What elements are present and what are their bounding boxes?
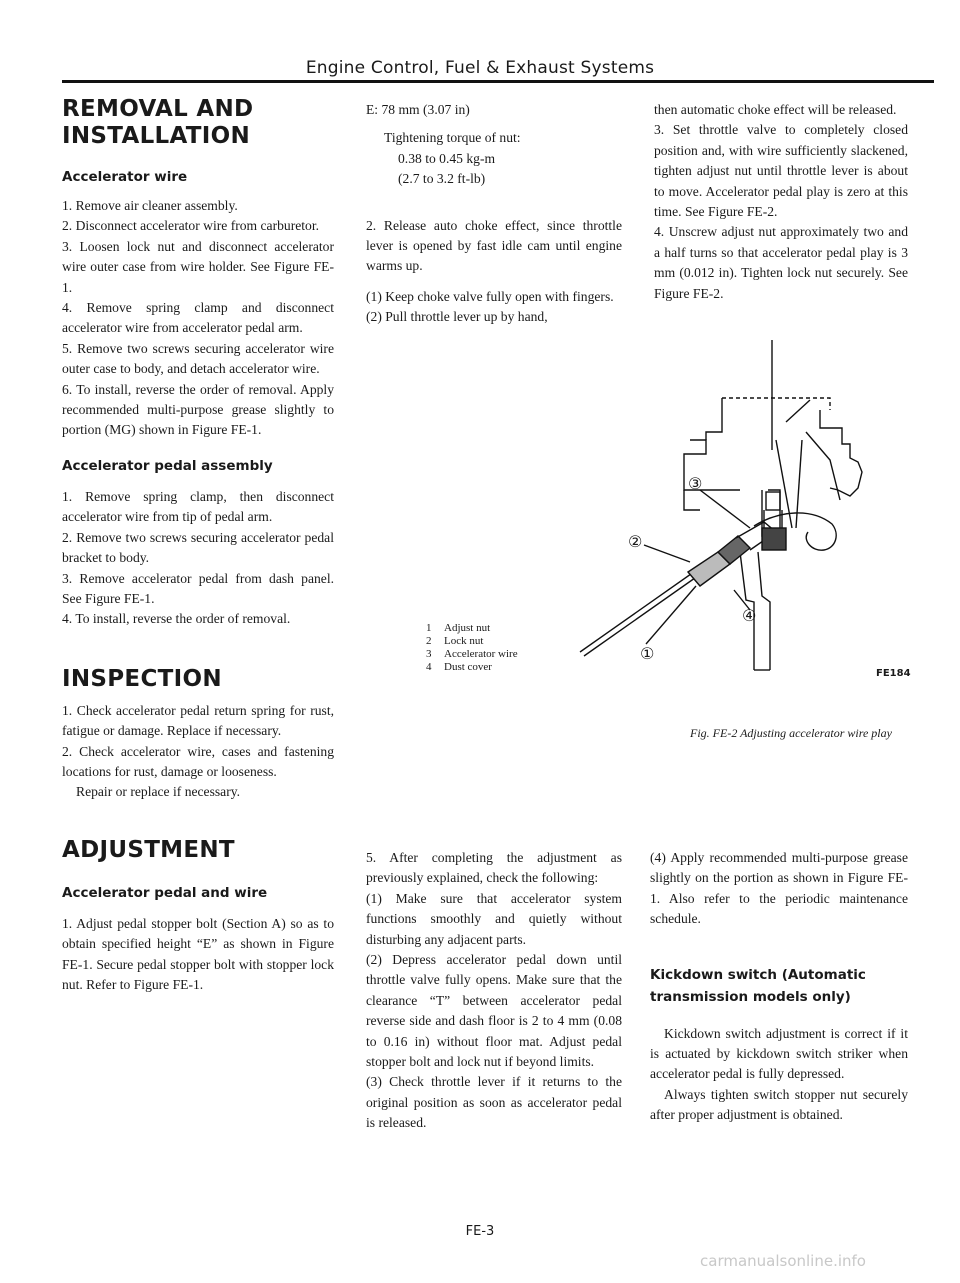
column-middle-top <box>366 100 622 328</box>
step: 2. Remove two screws securing accelerator pedal bracket to body. <box>62 529 334 566</box>
column-right-top <box>654 100 908 304</box>
legend-item: 2 Lock nut <box>426 635 484 647</box>
torque-value-2: (2.7 to 3.2 ft-lb) <box>398 171 486 187</box>
continued-text: then automatic choke effect will be released. <box>654 102 897 117</box>
adj-step-1 <box>62 914 334 996</box>
running-header: Engine Control, Fuel & Exhaust Systems <box>305 58 655 78</box>
kickdown-para-2: Always tighten switch stopper nut securely after proper adjustment is obtained. <box>650 1086 908 1123</box>
step-3: 3. Set throttle valve to completely closed position and, with wire sufficiently slackened, tighten adjust nut until throttle lever is about to move. Accelerator pedal play is zero at this time. See Figure FE-2. <box>654 122 908 220</box>
page-number: FE-3 <box>465 1224 495 1239</box>
torque-label: Tightening torque of nut: <box>384 130 521 146</box>
figure-caption: Fig. FE-2 Adjusting accelerator wire play <box>690 726 892 740</box>
pedal-steps <box>62 487 334 630</box>
spec-e: E: 78 mm (3.07 in) <box>366 102 470 117</box>
step: 4. Remove spring clamp and disconnect accelerator wire from accelerator pedal arm. <box>62 300 334 336</box>
step: 6. To install, reverse the order of removal. Apply recommended multi-purpose grease slightly to portion (MG) shown in Figure FE-1. <box>62 381 334 438</box>
accel-wire-heading: Accelerator wire <box>62 169 188 185</box>
check-4 <box>650 848 908 930</box>
step: 1. Remove air cleaner assembly. <box>62 198 238 213</box>
step: 1. Remove spring clamp, then disconnect accelerator wire from tip of pedal arm. <box>62 488 334 525</box>
kickdown-heading: Kickdown switch (Automatic transmission models only) <box>650 966 866 1005</box>
adj-sub-heading: Accelerator pedal and wire <box>62 884 268 901</box>
sub-step-1: (1) Keep choke valve fully open with fingers. <box>366 288 614 304</box>
step: 4. To install, reverse the order of removal. <box>62 611 291 627</box>
adjustment-heading: ADJUSTMENT <box>62 836 235 863</box>
step: 2. Disconnect accelerator wire from carburetor. <box>62 218 320 234</box>
step: 5. Remove two screws securing accelerator wire outer case to body, and detach accelerator wire. <box>62 340 334 377</box>
pedal-heading: Accelerator pedal assembly <box>62 457 273 474</box>
step: 1. Adjust pedal stopper bolt (Section A) so as to obtain specified height “E” as shown in Figure FE-1. Secure pedal stopper bolt with stopper lock nut. Refer to Figure FE-1. <box>62 915 334 992</box>
inspection-steps <box>62 701 334 803</box>
torque-value-1: 0.38 to 0.45 kg-m <box>398 150 496 166</box>
step: 3. Remove accelerator pedal from dash panel. See Figure FE-1. <box>62 570 334 606</box>
check-4-text: (4) Apply recommended multi-purpose grease slightly on the portion as shown in Figure FE-1. Also refer to the periodic maintenance schedule. <box>650 850 908 927</box>
figure-fe2 <box>540 340 920 700</box>
watermark: carmanualsonline.info <box>700 1252 866 1270</box>
sub-step-2: (2) Pull throttle lever up by hand, <box>366 309 548 325</box>
column-middle-bottom <box>366 848 622 1134</box>
step: 2. Check accelerator wire, cases and fastening locations for rust, damage or looseness. <box>62 743 334 779</box>
removal-heading: REMOVAL AND INSTALLATION <box>62 96 254 149</box>
kickdown-text <box>650 1024 908 1126</box>
accel-wire-steps <box>62 196 334 441</box>
callout-4: ④ <box>742 606 757 625</box>
callout-1: ① <box>640 644 655 663</box>
callout-3: ③ <box>688 474 703 493</box>
step-5: 5. After completing the adjustment as previously explained, check the following: <box>366 850 622 886</box>
check-1: (1) Make sure that accelerator system functions smoothly and quietly without disturbing any adjacent parts. <box>366 890 622 947</box>
column-left <box>62 96 334 995</box>
legend-item: 4 Dust cover <box>426 661 492 673</box>
legend-item: 1 Adjust nut <box>426 622 491 634</box>
step: 3. Loosen lock nut and disconnect accelerator wire outer case from wire holder. See Figure FE-1. <box>62 238 334 295</box>
column-right-bottom <box>650 848 908 1126</box>
step-4: 4. Unscrew adjust nut approximately two and a half turns so that accelerator pedal play is 3 mm (0.012 in). Tighten lock nut securely. See Figure FE-2. <box>654 224 908 301</box>
check-2: (2) Depress accelerator pedal down until throttle valve fully opens. Make sure that the clearance “T” between accelerator pedal reverse side and dash floor is 2 to 4 mm (0.08 to 0.16 in) without floor mat. Adjust pedal stopper bolt and lock nut if beyond limits. <box>366 952 622 1070</box>
step-2: 2. Release auto choke effect, since throttle lever is opened by fast idle cam until engine warms up. <box>366 217 622 274</box>
figure-code: FE184 <box>876 668 911 679</box>
check-3: (3) Check throttle lever if it returns to the original position as soon as accelerator pedal is released. <box>366 1074 622 1131</box>
legend-item: 3 Accelerator wire <box>426 648 518 660</box>
callout-2: ② <box>628 532 643 551</box>
inspection-note: Repair or replace if necessary. <box>76 784 241 800</box>
accelerator-wire-diagram <box>540 340 920 700</box>
inspection-heading: INSPECTION <box>62 665 222 692</box>
step: 1. Check accelerator pedal return spring for rust, fatigue or damage. Replace if necessary. <box>62 702 334 739</box>
figure-legend <box>426 622 518 674</box>
kickdown-para-1: Kickdown switch adjustment is correct if it is actuated by kickdown switch striker when accelerator pedal is fully depressed. <box>650 1025 908 1082</box>
header-rule <box>62 80 934 83</box>
